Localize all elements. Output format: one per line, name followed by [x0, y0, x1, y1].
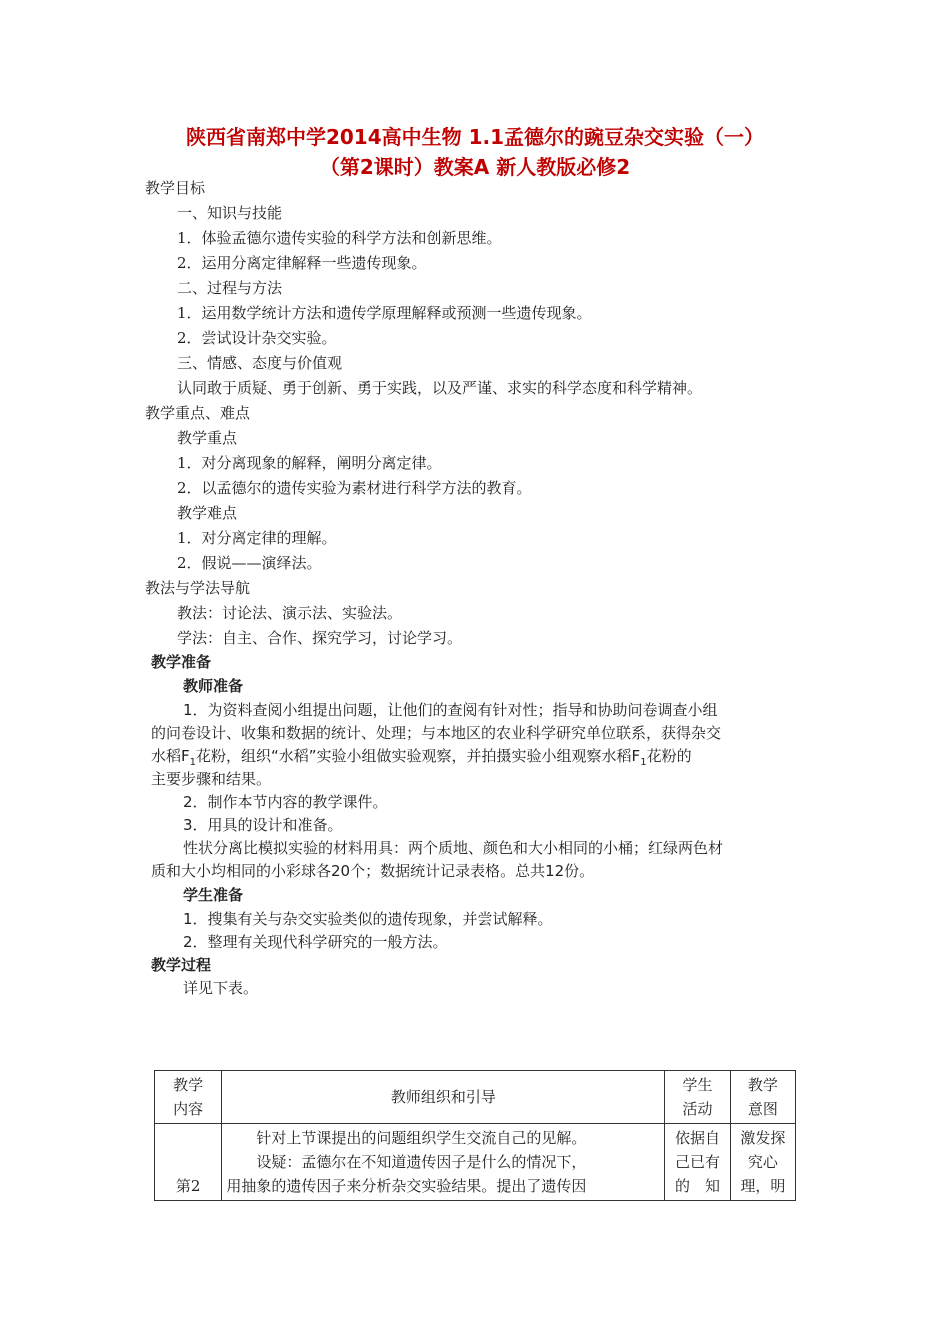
doc-title-line1: 陕西省南郑中学2014高中生物 1.1孟德尔的豌豆杂交实验（一）: [185, 125, 765, 149]
cell-student: 依据自 己已有 的 知: [665, 1124, 730, 1201]
prep-t1c: 水稻$F_1$花粉，组织“水稻”实验小组做实验观察，并拍摄实验小组观察水稻$F_1$花粉的: [151, 747, 692, 768]
goal-2-2: 2．尝试设计杂交实验。: [177, 329, 337, 347]
prep-s1: 1．搜集有关与杂交实验类似的遗传现象，并尝试解释。: [183, 910, 553, 928]
goal-2: 二、过程与方法: [177, 279, 283, 297]
key-b: 教学难点: [177, 504, 238, 522]
goal-1-2: 2．运用分离定律解释一些遗传现象。: [177, 254, 427, 272]
table-row: [155, 1124, 796, 1201]
key-a1: 1．对分离现象的解释，阐明分离定律。: [177, 454, 442, 472]
prep-t4b: 质和大小均相同的小彩球各20个；数据统计记录表格。总共12份。: [151, 862, 595, 880]
heading-method: 教法与学法导航: [145, 579, 251, 597]
prep-t2: 2．制作本节内容的教学课件。: [183, 793, 388, 811]
goal-3: 三、情感、态度与价值观: [177, 354, 343, 372]
goal-2-1: 1．运用数学统计方法和遗传学原理解释或预测一些遗传现象。: [177, 304, 592, 322]
process-1: 详见下表。: [183, 979, 259, 997]
method-2: 学法：自主、合作、探究学习，讨论学习。: [177, 629, 463, 647]
key-a: 教学重点: [177, 429, 238, 447]
prep-t1d: 主要步骤和结果。: [151, 770, 272, 788]
heading-goals: 教学目标: [145, 179, 206, 197]
prep-t1a: 1．为资料查阅小组提出问题，让他们的查阅有针对性；指导和协助问卷调查小组: [183, 701, 718, 719]
header-teacher: 教师组织和引导: [222, 1071, 665, 1124]
cell-intent: 激发探 究心 理，明: [730, 1124, 795, 1201]
key-a2: 2．以孟德尔的遗传实验为素材进行科学方法的教育。: [177, 479, 532, 497]
prep-s2: 2．整理有关现代科学研究的一般方法。: [183, 933, 448, 951]
header-student: 学生 活动: [665, 1071, 730, 1124]
lesson-table: [154, 1070, 796, 1201]
header-content: 教学 内容: [155, 1071, 222, 1124]
prep-t1b: 的问卷设计、收集和数据的统计、处理；与本地区的农业科学研究单位联系，获得杂交: [151, 724, 722, 742]
heading-prep-teacher: 教师准备: [183, 677, 244, 695]
goal-1: 一、知识与技能: [177, 204, 283, 222]
table-header-row: [155, 1071, 796, 1124]
method-1: 教法：讨论法、演示法、实验法。: [177, 604, 403, 622]
cell-content: 第2: [155, 1124, 222, 1201]
goal-1-1: 1．体验孟德尔遗传实验的科学方法和创新思维。: [177, 229, 502, 247]
header-intent: 教学 意图: [730, 1071, 795, 1124]
key-b2: 2．假说——演绎法。: [177, 554, 322, 572]
key-b1: 1．对分离定律的理解。: [177, 529, 337, 547]
heading-prep-student: 学生准备: [183, 886, 244, 904]
heading-process: 教学过程: [151, 956, 212, 974]
goal-3-1: 认同敢于质疑、勇于创新、勇于实践，以及严谨、求实的科学态度和科学精神。: [177, 379, 703, 397]
prep-t4a: 性状分离比模拟实验的材料用具：两个质地、颜色和大小相同的小桶；红绿两色材: [183, 839, 724, 857]
cell-teacher: 针对上节课提出的问题组织学生交流自己的见解。 设疑：孟德尔在不知道遗传因子是什么的情况下， 用抽象的遗传因子来分析杂交实验结果。提出了遗传因: [222, 1124, 665, 1201]
heading-key: 教学重点、难点: [145, 404, 251, 422]
prep-t3: 3．用具的设计和准备。: [183, 816, 343, 834]
heading-prep: 教学准备: [151, 653, 212, 671]
doc-title-line2: （第2课时）教案A 新人教版必修2: [319, 155, 631, 179]
